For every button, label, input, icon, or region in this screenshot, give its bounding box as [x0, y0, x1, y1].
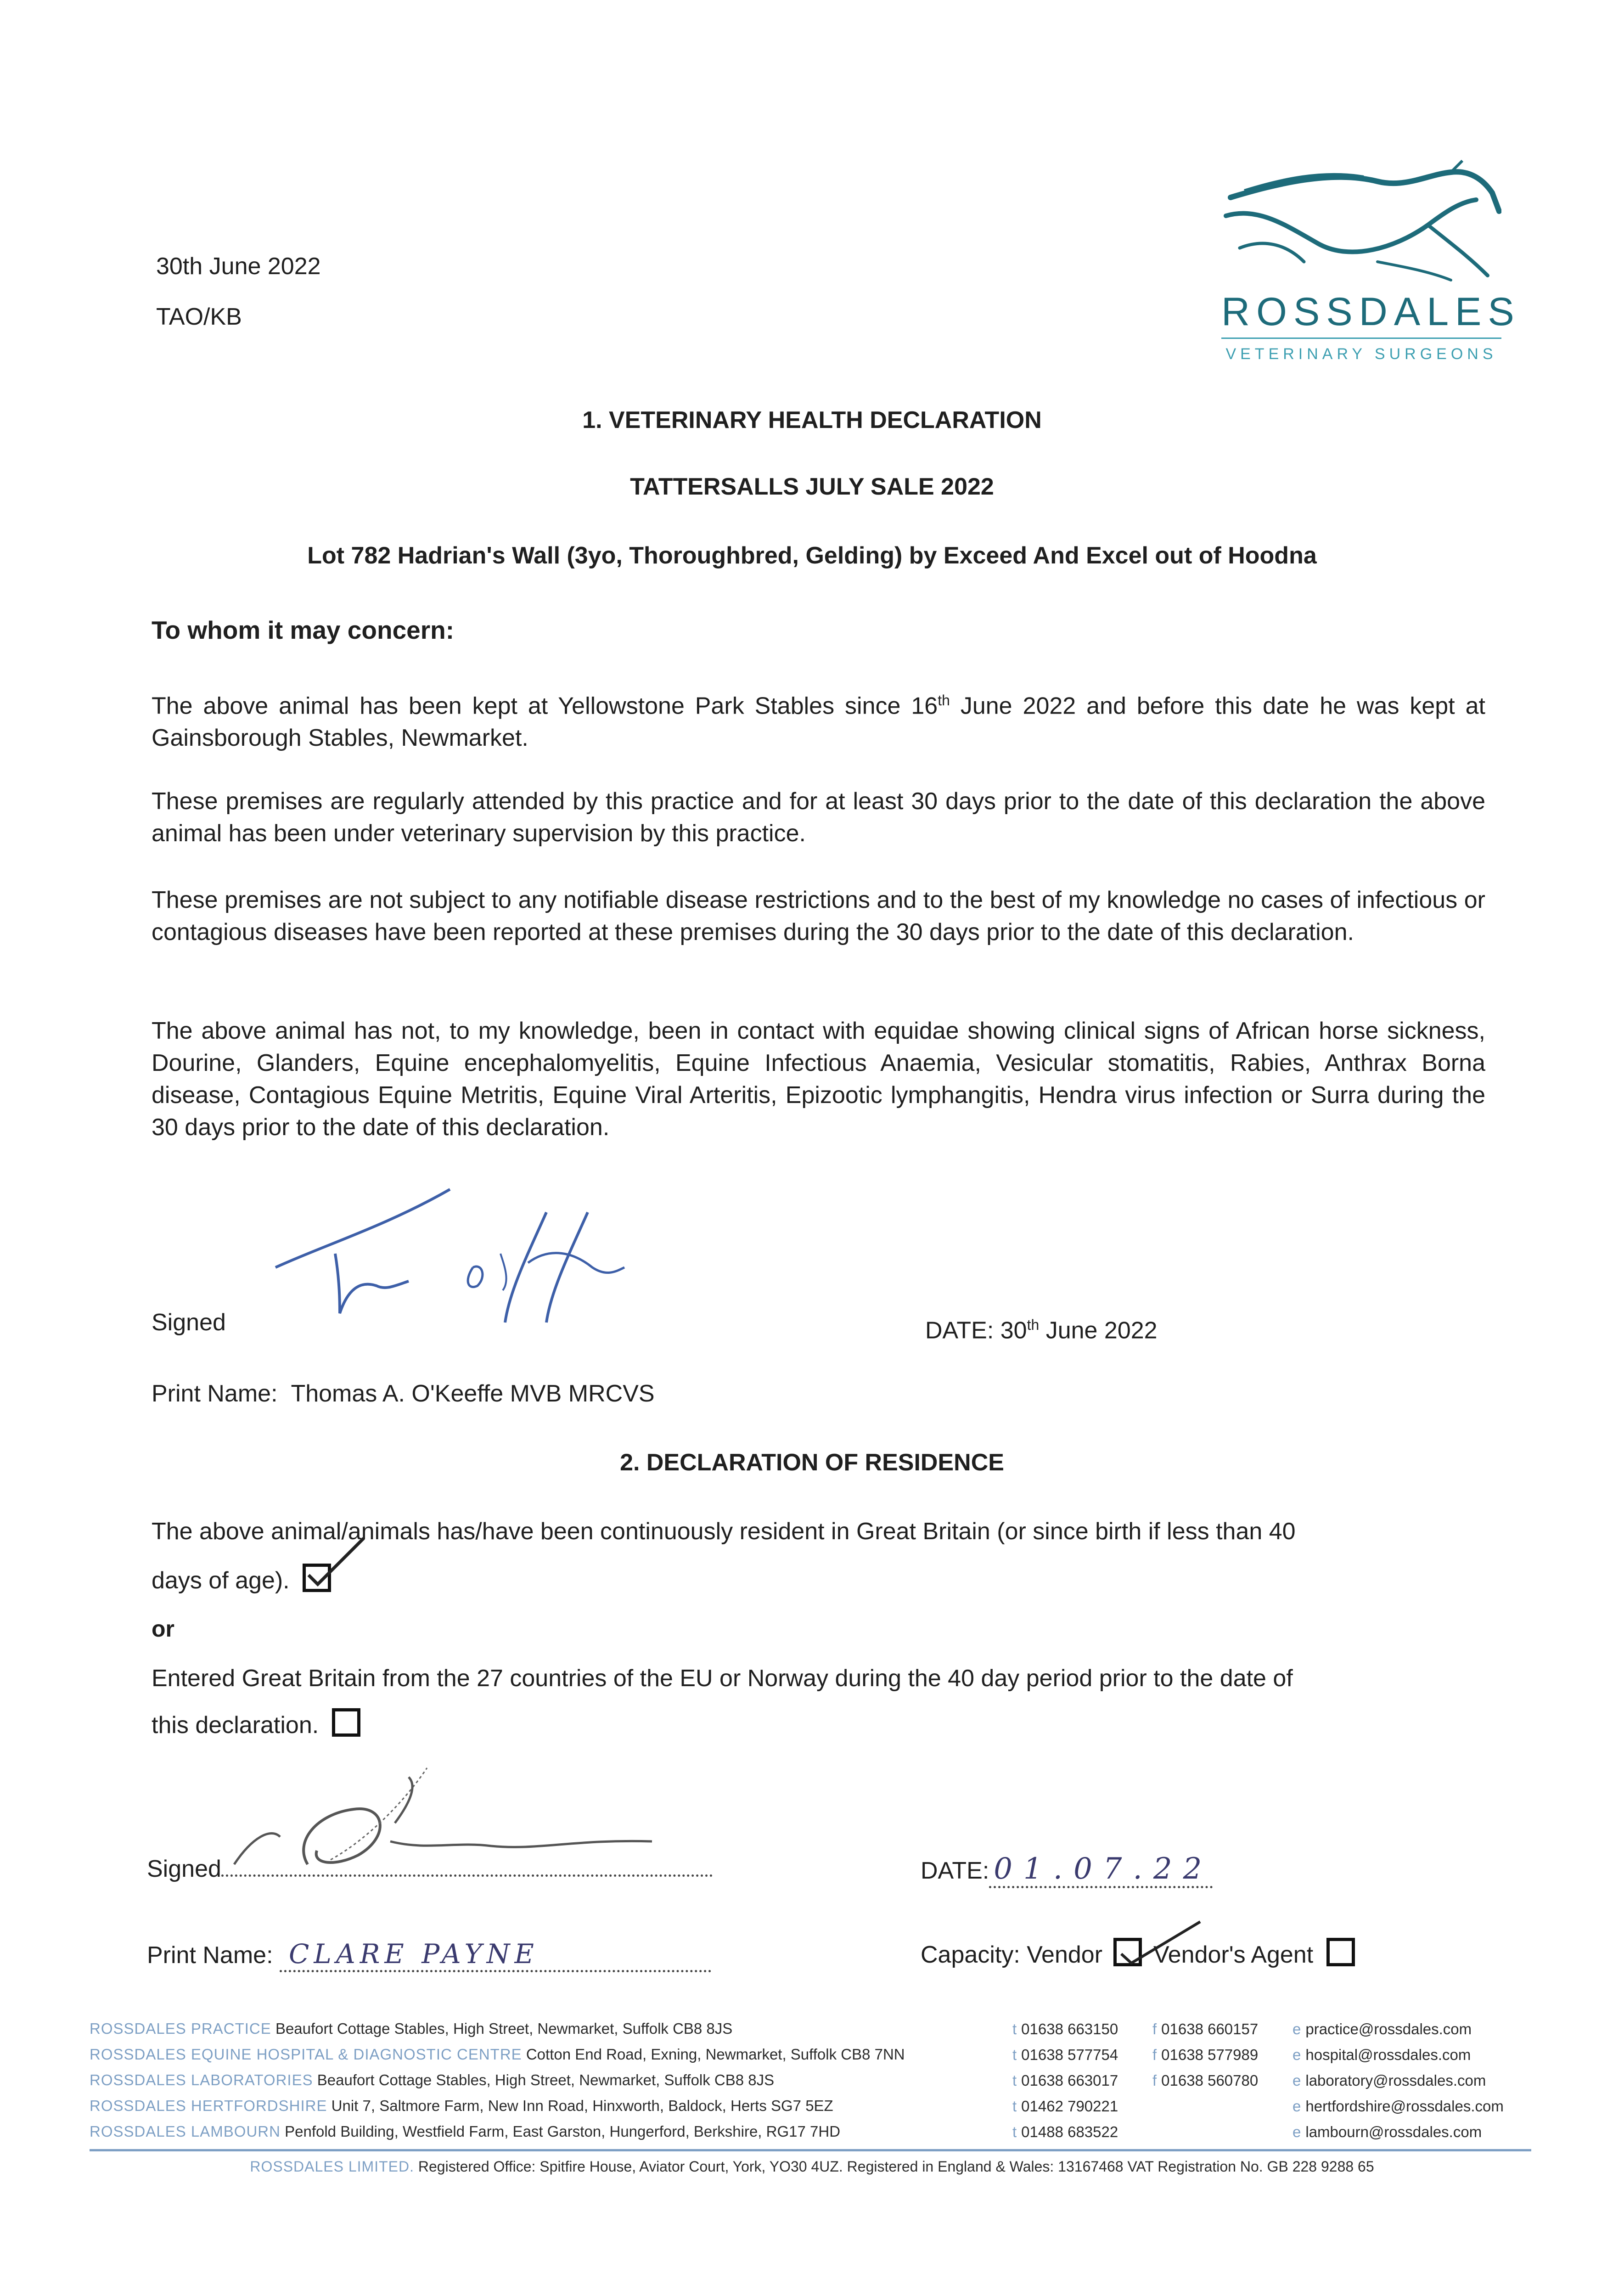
section1-title: 1. VETERINARY HEALTH DECLARATION: [582, 407, 1042, 433]
footer-email[interactable]: [1292, 2046, 1471, 2064]
phone-prefix: t: [1012, 2020, 1017, 2037]
paragraph-2: These premises are regularly attended by this practice and for at least 30 days prior to the date of this declaration the above animal has been under veterinary supervision by this practice.: [152, 788, 1485, 847]
letter-reference: TAO/KB: [156, 304, 242, 330]
resident-checkbox[interactable]: [303, 1564, 331, 1592]
footer-phone: [1012, 2072, 1118, 2089]
phone-number: 01638 577754: [1021, 2046, 1118, 2063]
capacity-row: [921, 1938, 1355, 1971]
email-prefix: e: [1292, 2123, 1301, 2140]
phone-prefix: t: [1012, 2123, 1017, 2140]
eu-entry-checkbox[interactable]: [332, 1708, 360, 1737]
footer-phone: [1012, 2046, 1118, 2064]
phone-number: 01638 663150: [1021, 2020, 1118, 2037]
signature-icon: [271, 1176, 638, 1341]
paragraph-1-sup: th: [938, 692, 950, 709]
print-name-1-label: Print Name:: [152, 1380, 278, 1407]
footer-row-name: ROSSDALES LABORATORIES: [90, 2071, 313, 2088]
phone-number: 01488 683522: [1021, 2123, 1118, 2140]
footer-email[interactable]: [1292, 2098, 1504, 2115]
capacity-label: Capacity: Vendor: [921, 1941, 1103, 1968]
print-name-1: [152, 1378, 655, 1410]
signed-label-2: Signed: [147, 1856, 221, 1882]
phone-prefix: t: [1012, 2046, 1017, 2063]
footer-phone: [1012, 2123, 1118, 2141]
check-mark-icon: [304, 1538, 368, 1593]
footer-row-address: Beaufort Cottage Stables, High Street, Newmarket, Suffolk CB8 8JS: [317, 2071, 775, 2088]
residence-option-2-line2: [152, 1708, 360, 1741]
email-prefix: e: [1292, 2020, 1301, 2037]
section1-subtitle: TATTERSALLS JULY SALE 2022: [630, 473, 994, 500]
residence-option-1-text: days of age).: [152, 1567, 290, 1594]
paragraph-1-part2: June 2022 and before this date he was kept at Gainsborough Stables, Newmarket.: [152, 692, 1485, 752]
horse-logo-icon: [1212, 156, 1501, 294]
date-2-value: 01.07.22: [989, 1852, 1213, 1888]
email-prefix: e: [1292, 2098, 1301, 2115]
footer-fax: [1152, 2020, 1258, 2038]
paragraph-1-part1: The above animal has been kept at Yellowstone Park Stables since 16: [152, 692, 938, 720]
fax-prefix: f: [1152, 2046, 1157, 2063]
signed-line-2: [147, 1853, 713, 1885]
date-1-label: DATE: 30: [925, 1317, 1027, 1344]
signed-label-1: Signed: [152, 1309, 226, 1336]
email-address[interactable]: lambourn@rossdales.com: [1305, 2123, 1482, 2140]
fax-prefix: f: [1152, 2072, 1157, 2089]
vet-signature: [271, 1176, 638, 1341]
lot-line: Lot 782 Hadrian's Wall (3yo, Thoroughbred, Gelding) by Exceed And Excel out of Hoodna: [307, 542, 1317, 569]
footer-email[interactable]: [1292, 2123, 1482, 2141]
phone-prefix: t: [1012, 2098, 1017, 2115]
signature-line-2: [221, 1856, 713, 1877]
vendor-checkbox[interactable]: [1113, 1938, 1142, 1966]
footer-row-name: ROSSDALES LAMBOURN: [90, 2123, 281, 2140]
footer-row-name: ROSSDALES EQUINE HOSPITAL & DIAGNOSTIC CENTRE: [90, 2046, 522, 2063]
email-prefix: e: [1292, 2072, 1301, 2089]
footer-rule: [90, 2149, 1531, 2151]
logo-tagline: VETERINARY SURGEONS: [1225, 345, 1497, 363]
phone-number: 01462 790221: [1021, 2098, 1118, 2115]
print-name-1-value: Thomas A. O'Keeffe MVB MRCVS: [291, 1380, 655, 1407]
paragraph-1: [152, 684, 1485, 754]
residence-option-1-line1: The above animal/animals has/have been continuously resident in Great Britain (or since birth if less than 40: [152, 1518, 1296, 1545]
phone-number: 01638 663017: [1021, 2072, 1118, 2089]
rossdales-logo: [1212, 156, 1521, 377]
footer-row-address: Beaufort Cottage Stables, High Street, Newmarket, Suffolk CB8 8JS: [275, 2020, 733, 2037]
print-name-2-label: Print Name:: [147, 1942, 273, 1969]
vendors-agent-label: Vendor's Agent: [1153, 1941, 1314, 1968]
footer-row: [90, 2016, 732, 2042]
print-name-2: [147, 1938, 711, 1972]
residence-option-1-line2: [152, 1564, 331, 1597]
email-address[interactable]: practice@rossdales.com: [1305, 2020, 1472, 2037]
residence-option-2-text: this declaration.: [152, 1712, 319, 1739]
date-1: [925, 1309, 1158, 1346]
footer-row: [90, 2042, 905, 2067]
footer-limited-text: Registered Office: Spitfire House, Aviator Court, York, YO30 4UZ. Registered in England & Wales: 13167468 VAT Registration No. GB 228 9288 65: [418, 2158, 1374, 2175]
email-address[interactable]: hertfordshire@rossdales.com: [1305, 2098, 1504, 2115]
paragraph-3: These premises are not subject to any notifiable disease restrictions and to the best of my knowledge no cases of infectious or contagious diseases have been reported at these premises during the 30 days prior to the date of this declaration.: [152, 887, 1485, 945]
or-label: or: [152, 1616, 174, 1642]
print-name-2-value: CLARE PAYNE: [280, 1938, 711, 1972]
date-1-sup: th: [1027, 1317, 1040, 1333]
email-address[interactable]: laboratory@rossdales.com: [1305, 2072, 1486, 2089]
vendor-check-mark-icon: [1118, 1917, 1209, 1972]
date-1-rest: June 2022: [1039, 1317, 1158, 1344]
footer-registration: [0, 2154, 1624, 2179]
footer-email[interactable]: [1292, 2020, 1472, 2038]
logo-rule: [1221, 338, 1501, 339]
footer-row: [90, 2093, 833, 2119]
vendors-agent-checkbox[interactable]: [1326, 1938, 1355, 1966]
section2-title: 2. DECLARATION OF RESIDENCE: [620, 1449, 1004, 1476]
footer-phone: [1012, 2098, 1118, 2115]
fax-number: 01638 560780: [1161, 2072, 1259, 2089]
footer-row: [90, 2119, 840, 2144]
footer-row-address: Penfold Building, Westfield Farm, East Garston, Hungerford, Berkshire, RG17 7HD: [285, 2123, 841, 2140]
fax-prefix: f: [1152, 2020, 1157, 2037]
footer-phone: [1012, 2020, 1118, 2038]
footer-fax: [1152, 2072, 1258, 2089]
residence-option-2-line1: Entered Great Britain from the 27 countries of the EU or Norway during the 40 day period prior to the date of: [152, 1665, 1293, 1692]
date-2: [921, 1853, 1213, 1887]
footer-fax: [1152, 2046, 1258, 2064]
fax-number: 01638 660157: [1161, 2020, 1259, 2037]
footer-row: [90, 2067, 774, 2093]
footer-row-name: ROSSDALES PRACTICE: [90, 2020, 271, 2037]
fax-number: 01638 577989: [1161, 2046, 1259, 2063]
date-2-label: DATE:: [921, 1857, 989, 1884]
footer-email[interactable]: [1292, 2072, 1486, 2089]
salutation: To whom it may concern:: [152, 616, 455, 644]
footer-row-name: ROSSDALES HERTFORDSHIRE: [90, 2097, 327, 2114]
phone-prefix: t: [1012, 2072, 1017, 2089]
email-address[interactable]: hospital@rossdales.com: [1305, 2046, 1471, 2063]
footer-limited-name: ROSSDALES LIMITED.: [250, 2158, 414, 2175]
footer-row-address: Cotton End Road, Exning, Newmarket, Suffolk CB8 7NN: [526, 2046, 905, 2063]
letter-date: 30th June 2022: [156, 253, 321, 280]
logo-wordmark: ROSSDALES: [1221, 290, 1521, 334]
footer-row-address: Unit 7, Saltmore Farm, New Inn Road, Hinxworth, Baldock, Herts SG7 5EZ: [331, 2097, 833, 2114]
paragraph-4: The above animal has not, to my knowledge, been in contact with equidae showing clinical signs of African horse sickness, Dourine, Glanders, Equine encephalomyelitis, Equine Infectious Anaemia, Vesicular stomatitis, Rabies, Anthrax Borna disease, Contagious Equine Metritis, Equine Viral Arteritis, Epizootic lymphangitis, Hendra virus infection or Surra during the 30 days prior to the date of this declaration.: [152, 1018, 1485, 1141]
email-prefix: e: [1292, 2046, 1301, 2063]
